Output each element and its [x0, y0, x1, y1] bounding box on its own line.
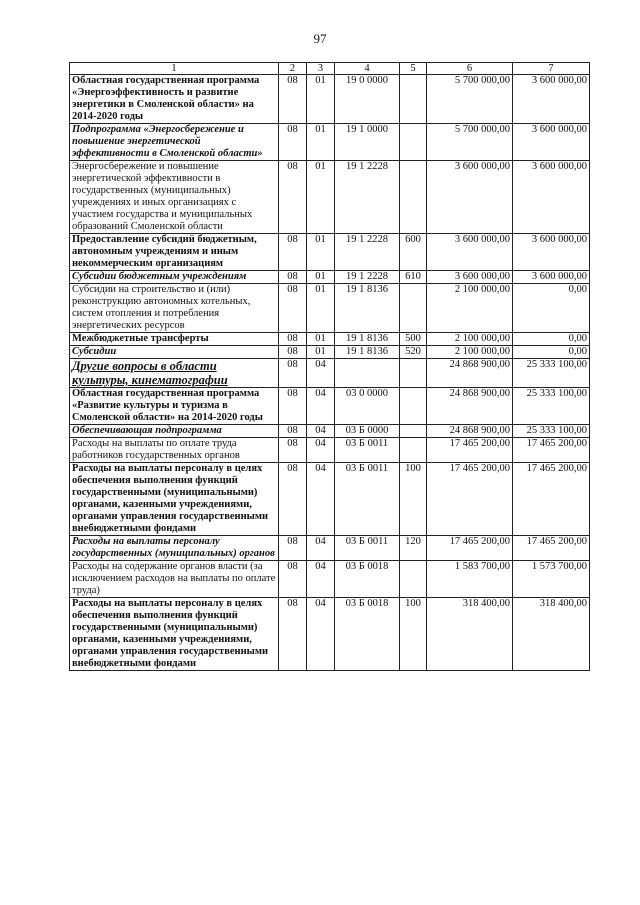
subsection-code-cell: 01 [307, 271, 335, 284]
header-col-4: 4 [335, 63, 400, 75]
amount-year1-cell: 3 600 000,00 [427, 161, 513, 234]
amount-year1-cell: 3 600 000,00 [427, 271, 513, 284]
row-name-cell: Расходы на выплаты персоналу государственных (муниципальных) органов [70, 536, 279, 561]
target-article-cell: 03 Б 0018 [335, 598, 400, 671]
expense-type-cell: 500 [400, 333, 427, 346]
section-code-cell: 08 [279, 234, 307, 271]
amount-year1-cell: 318 400,00 [427, 598, 513, 671]
row-name-cell: Областная государственная программа «Развитие культуры и туризма в Смоленской области» на 2014-2020 годы [70, 388, 279, 425]
section-code-cell: 08 [279, 271, 307, 284]
row-name-cell: Областная государственная программа «Энергоэффективность и развитие энергетики в Смоленской области» на 2014-2020 годы [70, 75, 279, 124]
subsection-code-cell: 04 [307, 561, 335, 598]
amount-year2-cell: 1 573 700,00 [513, 561, 590, 598]
amount-year2-cell: 3 600 000,00 [513, 271, 590, 284]
target-article-cell: 19 1 2228 [335, 271, 400, 284]
subsection-code-cell: 04 [307, 598, 335, 671]
target-article-cell: 03 Б 0011 [335, 438, 400, 463]
target-article-cell: 03 0 0000 [335, 388, 400, 425]
amount-year2-cell: 318 400,00 [513, 598, 590, 671]
amount-year1-cell: 2 100 000,00 [427, 333, 513, 346]
expense-type-cell [400, 161, 427, 234]
amount-year2-cell: 3 600 000,00 [513, 234, 590, 271]
amount-year1-cell: 1 583 700,00 [427, 561, 513, 598]
target-article-cell: 19 1 8136 [335, 346, 400, 359]
header-row [70, 63, 590, 75]
header-col-3: 3 [307, 63, 335, 75]
section-code-cell: 08 [279, 536, 307, 561]
row-name-cell: Субсидии бюджетным учреждениям [70, 271, 279, 284]
subsection-code-cell: 04 [307, 388, 335, 425]
expense-type-cell: 100 [400, 598, 427, 671]
section-code-cell: 08 [279, 75, 307, 124]
subsection-code-cell: 01 [307, 333, 335, 346]
table-row [70, 284, 590, 333]
table-row [70, 561, 590, 598]
target-article-cell: 03 Б 0000 [335, 425, 400, 438]
row-name-cell: Обеспечивающая подпрограмма [70, 425, 279, 438]
table-row [70, 438, 590, 463]
header-col-1: 1 [70, 63, 279, 75]
amount-year2-cell: 25 333 100,00 [513, 359, 590, 388]
table-row [70, 346, 590, 359]
target-article-cell: 19 1 8136 [335, 333, 400, 346]
expense-type-cell [400, 438, 427, 463]
amount-year2-cell: 3 600 000,00 [513, 161, 590, 234]
header-col-5: 5 [400, 63, 427, 75]
table-row [70, 388, 590, 425]
row-name-cell: Предоставление субсидий бюджетным, автономным учреждениям и иным некоммерческим организациям [70, 234, 279, 271]
row-name-cell: Расходы на выплаты персоналу в целях обеспечения выполнения функций государственными (муниципальными) органами, казенными учреждениями, органами управления государственными внебюджетными фондами [70, 598, 279, 671]
subsection-code-cell: 01 [307, 124, 335, 161]
amount-year1-cell: 5 700 000,00 [427, 124, 513, 161]
subsection-code-cell: 01 [307, 234, 335, 271]
subsection-code-cell: 04 [307, 359, 335, 388]
header-col-7: 7 [513, 63, 590, 75]
subsection-code-cell: 01 [307, 75, 335, 124]
expense-type-cell: 610 [400, 271, 427, 284]
section-code-cell: 08 [279, 359, 307, 388]
target-article-cell: 19 0 0000 [335, 75, 400, 124]
amount-year2-cell: 25 333 100,00 [513, 388, 590, 425]
row-name-cell: Субсидии [70, 346, 279, 359]
amount-year2-cell: 0,00 [513, 284, 590, 333]
amount-year1-cell: 2 100 000,00 [427, 284, 513, 333]
subsection-code-cell: 04 [307, 463, 335, 536]
expense-type-cell: 520 [400, 346, 427, 359]
target-article-cell: 19 1 2228 [335, 234, 400, 271]
amount-year1-cell: 24 868 900,00 [427, 388, 513, 425]
section-code-cell: 08 [279, 598, 307, 671]
amount-year2-cell: 17 465 200,00 [513, 536, 590, 561]
subsection-code-cell: 01 [307, 284, 335, 333]
amount-year2-cell: 0,00 [513, 333, 590, 346]
target-article-cell: 03 Б 0011 [335, 463, 400, 536]
expense-type-cell [400, 561, 427, 598]
target-article-cell: 19 1 8136 [335, 284, 400, 333]
expense-type-cell [400, 425, 427, 438]
expense-type-cell [400, 388, 427, 425]
amount-year1-cell: 5 700 000,00 [427, 75, 513, 124]
amount-year1-cell: 2 100 000,00 [427, 346, 513, 359]
target-article-cell: 03 Б 0011 [335, 536, 400, 561]
section-code-cell: 08 [279, 284, 307, 333]
section-code-cell: 08 [279, 346, 307, 359]
section-code-cell: 08 [279, 124, 307, 161]
page-number: 97 [313, 31, 327, 46]
section-code-cell: 08 [279, 161, 307, 234]
table-row [70, 425, 590, 438]
table-row [70, 333, 590, 346]
row-name-cell: Расходы на выплаты персоналу в целях обеспечения выполнения функций государственными (муниципальными) органами, казенными учреждениями, органами управления государственными внебюджетными фондами [70, 463, 279, 536]
budget-table [69, 62, 590, 671]
expense-type-cell: 120 [400, 536, 427, 561]
header-col-2: 2 [279, 63, 307, 75]
expense-type-cell: 100 [400, 463, 427, 536]
header-col-6: 6 [427, 63, 513, 75]
row-name-cell: Другие вопросы в области культуры, кинематографии [70, 359, 279, 388]
amount-year2-cell: 0,00 [513, 346, 590, 359]
amount-year1-cell: 3 600 000,00 [427, 234, 513, 271]
amount-year2-cell: 17 465 200,00 [513, 463, 590, 536]
subsection-code-cell: 01 [307, 346, 335, 359]
row-name-cell: Расходы на содержание органов власти (за исключением расходов на выплаты по оплате труда) [70, 561, 279, 598]
section-code-cell: 08 [279, 333, 307, 346]
table-row [70, 463, 590, 536]
amount-year2-cell: 3 600 000,00 [513, 124, 590, 161]
subsection-code-cell: 04 [307, 438, 335, 463]
table-row [70, 359, 590, 388]
subsection-code-cell: 04 [307, 536, 335, 561]
row-name-cell: Субсидии на строительство и (или) реконструкцию автономных котельных, систем отопления и потребления энергетических ресурсов [70, 284, 279, 333]
amount-year2-cell: 17 465 200,00 [513, 438, 590, 463]
target-article-cell [335, 359, 400, 388]
row-name-cell: Энергосбережение и повышение энергетической эффективности в государственных (муниципальных) учреждениях и иных организациях с участием государства и муниципальных образований Смоленской области [70, 161, 279, 234]
amount-year1-cell: 17 465 200,00 [427, 463, 513, 536]
expense-type-cell [400, 75, 427, 124]
amount-year2-cell: 3 600 000,00 [513, 75, 590, 124]
target-article-cell: 03 Б 0018 [335, 561, 400, 598]
table-row [70, 75, 590, 124]
table-row [70, 161, 590, 234]
target-article-cell: 19 1 2228 [335, 161, 400, 234]
section-code-cell: 08 [279, 425, 307, 438]
subsection-code-cell: 04 [307, 425, 335, 438]
section-code-cell: 08 [279, 463, 307, 536]
expense-type-cell [400, 124, 427, 161]
amount-year1-cell: 17 465 200,00 [427, 536, 513, 561]
section-code-cell: 08 [279, 388, 307, 425]
table-row [70, 234, 590, 271]
row-name-cell: Расходы на выплаты по оплате труда работников государственных органов [70, 438, 279, 463]
table-row [70, 598, 590, 671]
table-row [70, 536, 590, 561]
table-row [70, 124, 590, 161]
section-code-cell: 08 [279, 561, 307, 598]
expense-type-cell: 600 [400, 234, 427, 271]
table-row [70, 271, 590, 284]
expense-type-cell [400, 284, 427, 333]
expense-type-cell [400, 359, 427, 388]
row-name-cell: Подпрограмма «Энергосбережение и повышение энергетической эффективности в Смоленской области» [70, 124, 279, 161]
amount-year2-cell: 25 333 100,00 [513, 425, 590, 438]
amount-year1-cell: 24 868 900,00 [427, 359, 513, 388]
section-code-cell: 08 [279, 438, 307, 463]
target-article-cell: 19 1 0000 [335, 124, 400, 161]
row-name-cell: Межбюджетные трансферты [70, 333, 279, 346]
amount-year1-cell: 17 465 200,00 [427, 438, 513, 463]
subsection-code-cell: 01 [307, 161, 335, 234]
amount-year1-cell: 24 868 900,00 [427, 425, 513, 438]
